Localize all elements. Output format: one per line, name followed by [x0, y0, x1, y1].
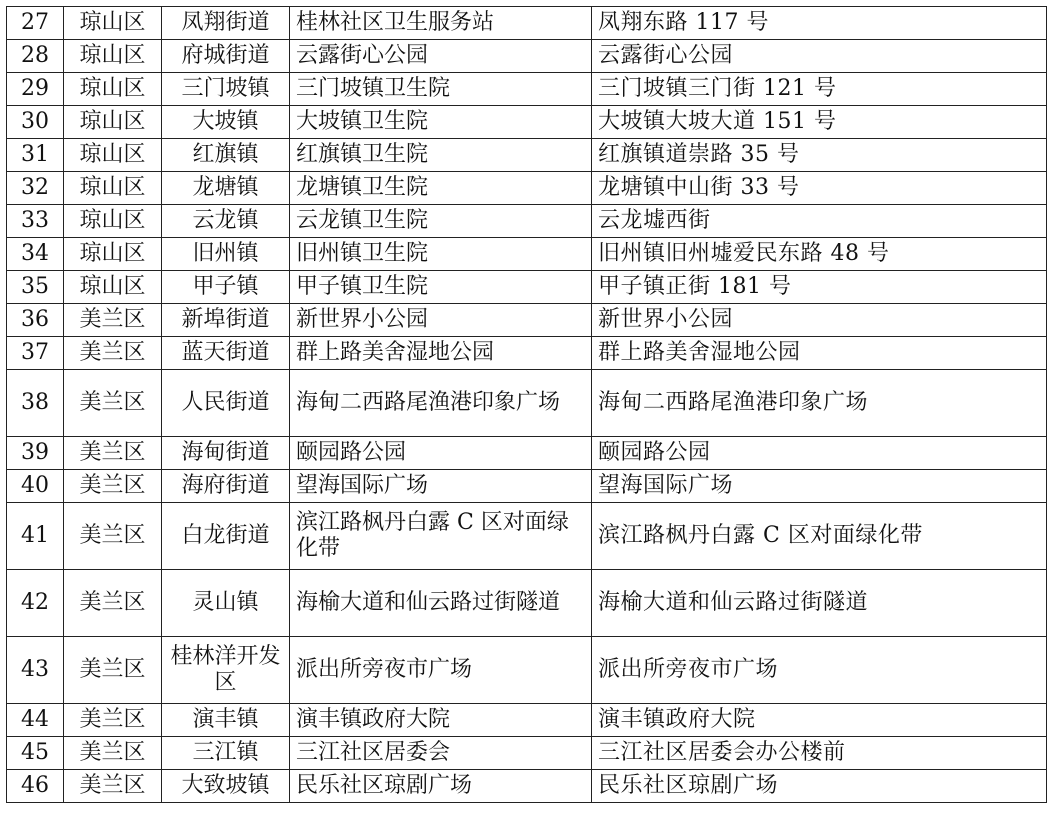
table-row — [7, 337, 1047, 370]
site-cell: 龙塘镇卫生院 — [290, 172, 592, 205]
site-cell: 颐园路公园 — [290, 437, 592, 470]
district-cell: 琼山区 — [64, 106, 162, 139]
site-cell: 桂林社区卫生服务站 — [290, 7, 592, 40]
district-cell: 美兰区 — [64, 570, 162, 637]
address-cell: 红旗镇道崇路 35 号 — [592, 139, 1047, 172]
district-cell: 美兰区 — [64, 304, 162, 337]
street-cell: 三门坡镇 — [162, 73, 290, 106]
address-cell: 甲子镇正街 181 号 — [592, 271, 1047, 304]
street-cell: 甲子镇 — [162, 271, 290, 304]
district-cell: 美兰区 — [64, 704, 162, 737]
street-cell: 人民街道 — [162, 370, 290, 437]
address-cell: 滨江路枫丹白露 C 区对面绿化带 — [592, 503, 1047, 570]
address-cell: 云露街心公园 — [592, 40, 1047, 73]
site-cell: 红旗镇卫生院 — [290, 139, 592, 172]
row-number: 38 — [7, 370, 64, 437]
table-row — [7, 271, 1047, 304]
row-number: 44 — [7, 704, 64, 737]
address-cell: 云龙墟西街 — [592, 205, 1047, 238]
row-number: 33 — [7, 205, 64, 238]
address-cell: 大坡镇大坡大道 151 号 — [592, 106, 1047, 139]
site-cell: 甲子镇卫生院 — [290, 271, 592, 304]
address-cell: 龙塘镇中山街 33 号 — [592, 172, 1047, 205]
address-cell: 望海国际广场 — [592, 470, 1047, 503]
row-number: 30 — [7, 106, 64, 139]
table-row — [7, 205, 1047, 238]
street-cell: 旧州镇 — [162, 238, 290, 271]
site-cell: 云露街心公园 — [290, 40, 592, 73]
address-cell: 海甸二西路尾渔港印象广场 — [592, 370, 1047, 437]
street-cell: 红旗镇 — [162, 139, 290, 172]
street-cell: 凤翔街道 — [162, 7, 290, 40]
site-cell: 三江社区居委会 — [290, 737, 592, 770]
street-cell: 大致坡镇 — [162, 770, 290, 803]
street-cell: 灵山镇 — [162, 570, 290, 637]
district-cell: 琼山区 — [64, 238, 162, 271]
site-cell: 新世界小公园 — [290, 304, 592, 337]
address-cell: 群上路美舍湿地公园 — [592, 337, 1047, 370]
district-cell: 美兰区 — [64, 337, 162, 370]
row-number: 40 — [7, 470, 64, 503]
row-number: 31 — [7, 139, 64, 172]
street-cell: 海甸街道 — [162, 437, 290, 470]
address-cell: 三江社区居委会办公楼前 — [592, 737, 1047, 770]
table-row — [7, 7, 1047, 40]
site-cell: 演丰镇政府大院 — [290, 704, 592, 737]
row-number: 43 — [7, 637, 64, 704]
street-cell: 新埠街道 — [162, 304, 290, 337]
street-cell: 蓝天街道 — [162, 337, 290, 370]
street-cell: 大坡镇 — [162, 106, 290, 139]
site-table-body — [7, 7, 1047, 803]
row-number: 32 — [7, 172, 64, 205]
table-row — [7, 437, 1047, 470]
row-number: 27 — [7, 7, 64, 40]
table-row — [7, 770, 1047, 803]
district-cell: 琼山区 — [64, 73, 162, 106]
site-cell: 旧州镇卫生院 — [290, 238, 592, 271]
table-row — [7, 40, 1047, 73]
table-row — [7, 570, 1047, 637]
site-cell: 云龙镇卫生院 — [290, 205, 592, 238]
row-number: 34 — [7, 238, 64, 271]
address-cell: 凤翔东路 117 号 — [592, 7, 1047, 40]
street-cell: 云龙镇 — [162, 205, 290, 238]
district-cell: 琼山区 — [64, 271, 162, 304]
street-cell: 演丰镇 — [162, 704, 290, 737]
row-number: 28 — [7, 40, 64, 73]
district-cell: 美兰区 — [64, 370, 162, 437]
district-cell: 美兰区 — [64, 470, 162, 503]
row-number: 45 — [7, 737, 64, 770]
street-cell: 府城街道 — [162, 40, 290, 73]
row-number: 46 — [7, 770, 64, 803]
address-cell: 民乐社区琼剧广场 — [592, 770, 1047, 803]
site-cell: 海甸二西路尾渔港印象广场 — [290, 370, 592, 437]
table-row — [7, 704, 1047, 737]
table-row — [7, 139, 1047, 172]
table-row — [7, 370, 1047, 437]
address-cell: 旧州镇旧州墟爱民东路 48 号 — [592, 238, 1047, 271]
site-cell: 望海国际广场 — [290, 470, 592, 503]
street-cell: 三江镇 — [162, 737, 290, 770]
site-cell: 海榆大道和仙云路过街隧道 — [290, 570, 592, 637]
district-cell: 琼山区 — [64, 205, 162, 238]
district-cell: 美兰区 — [64, 737, 162, 770]
district-cell: 美兰区 — [64, 437, 162, 470]
table-row — [7, 304, 1047, 337]
street-cell: 桂林洋开发区 — [162, 637, 290, 704]
table-row — [7, 73, 1047, 106]
district-cell: 美兰区 — [64, 770, 162, 803]
table-row — [7, 503, 1047, 570]
table-row — [7, 470, 1047, 503]
address-cell: 演丰镇政府大院 — [592, 704, 1047, 737]
table-row — [7, 637, 1047, 704]
table-row — [7, 737, 1047, 770]
address-cell: 颐园路公园 — [592, 437, 1047, 470]
address-cell: 三门坡镇三门街 121 号 — [592, 73, 1047, 106]
address-cell: 新世界小公园 — [592, 304, 1047, 337]
district-cell: 美兰区 — [64, 637, 162, 704]
address-cell: 海榆大道和仙云路过街隧道 — [592, 570, 1047, 637]
row-number: 42 — [7, 570, 64, 637]
row-number: 35 — [7, 271, 64, 304]
row-number: 37 — [7, 337, 64, 370]
table-row — [7, 172, 1047, 205]
site-cell: 派出所旁夜市广场 — [290, 637, 592, 704]
street-cell: 海府街道 — [162, 470, 290, 503]
district-cell: 美兰区 — [64, 503, 162, 570]
site-cell: 群上路美舍湿地公园 — [290, 337, 592, 370]
row-number: 36 — [7, 304, 64, 337]
table-row — [7, 106, 1047, 139]
row-number: 41 — [7, 503, 64, 570]
street-cell: 白龙街道 — [162, 503, 290, 570]
site-table — [6, 6, 1047, 803]
site-cell: 滨江路枫丹白露 C 区对面绿化带 — [290, 503, 592, 570]
row-number: 29 — [7, 73, 64, 106]
site-cell: 民乐社区琼剧广场 — [290, 770, 592, 803]
address-cell: 派出所旁夜市广场 — [592, 637, 1047, 704]
row-number: 39 — [7, 437, 64, 470]
district-cell: 琼山区 — [64, 139, 162, 172]
district-cell: 琼山区 — [64, 7, 162, 40]
district-cell: 琼山区 — [64, 40, 162, 73]
street-cell: 龙塘镇 — [162, 172, 290, 205]
site-cell: 三门坡镇卫生院 — [290, 73, 592, 106]
site-cell: 大坡镇卫生院 — [290, 106, 592, 139]
district-cell: 琼山区 — [64, 172, 162, 205]
table-row — [7, 238, 1047, 271]
